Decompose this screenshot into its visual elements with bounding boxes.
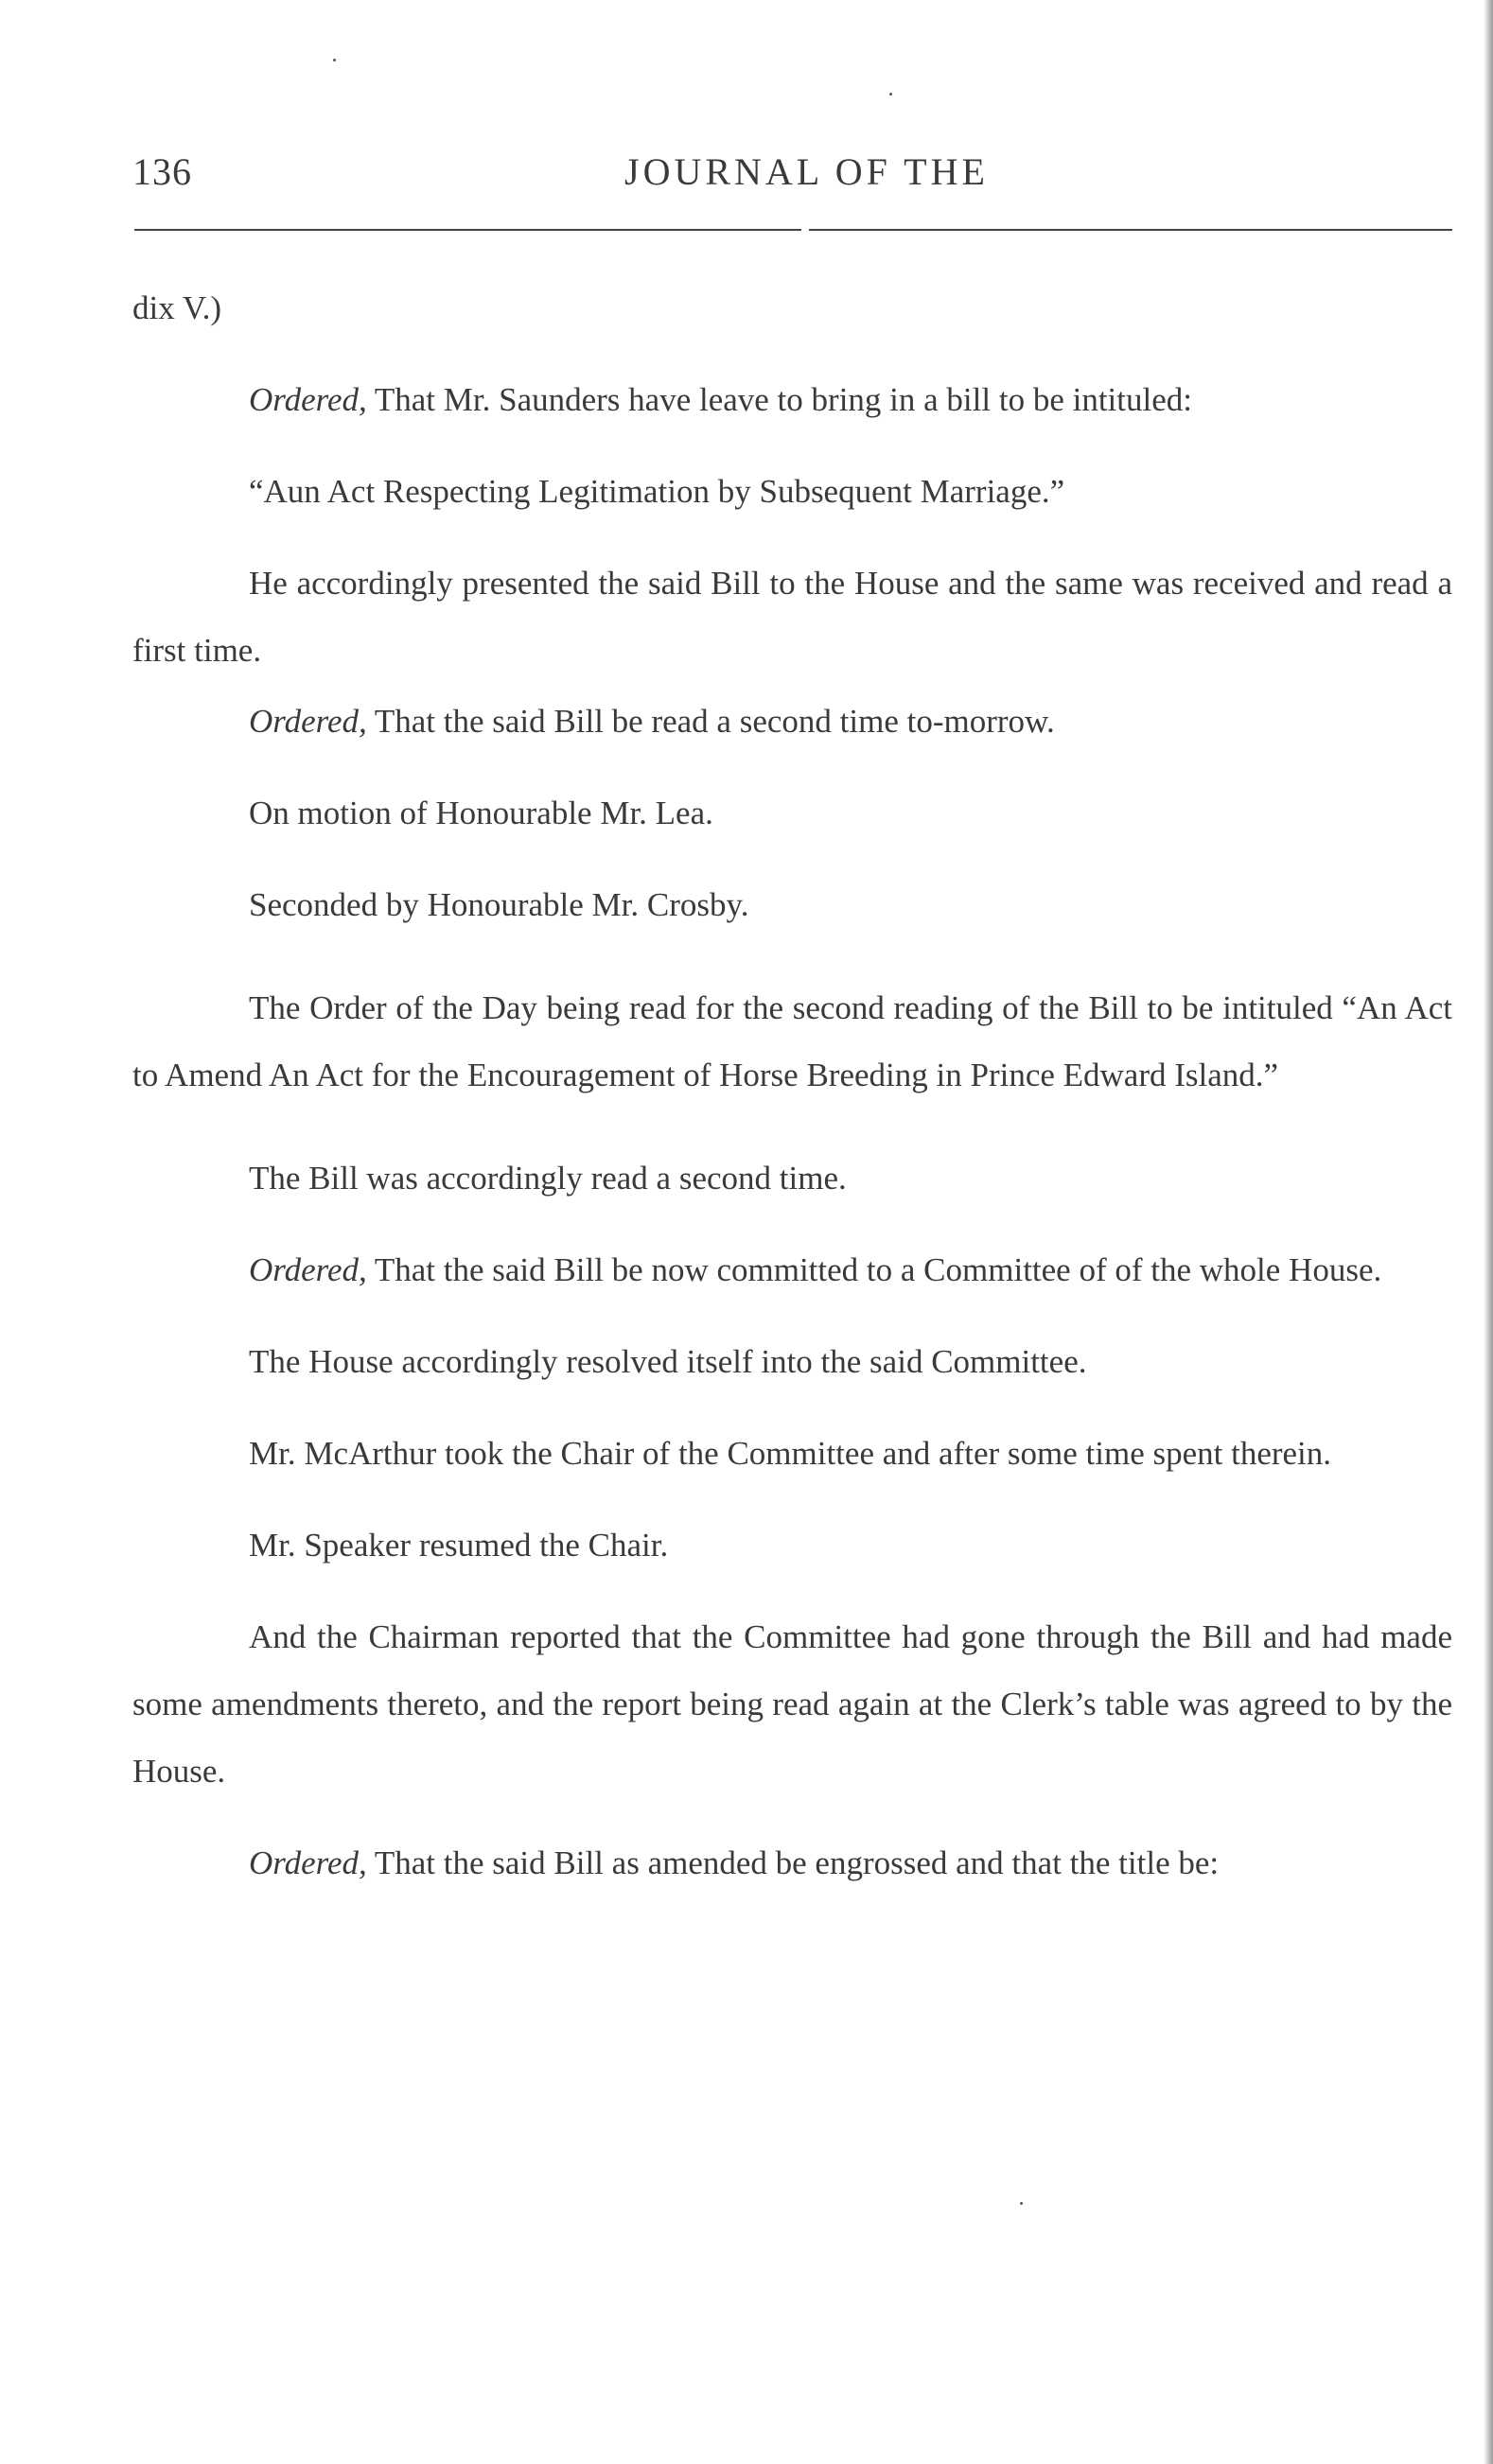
paragraph-text: “Aun Act Respecting Legitimation by Subsequent Marriage.” — [249, 473, 1065, 510]
paragraph — [132, 974, 1452, 1109]
paragraph-text: Mr. Speaker resumed the Chair. — [249, 1527, 669, 1564]
paragraph — [132, 1420, 1452, 1487]
paragraph — [132, 274, 1452, 341]
paragraph-text: That the said Bill be read a second time to-morrow. — [366, 703, 1055, 740]
journal-body — [132, 274, 1452, 1896]
paragraph — [132, 1603, 1452, 1805]
running-head: JOURNAL OF THE — [624, 150, 989, 193]
paragraph-text: That Mr. Saunders have leave to bring in a bill to be intituled: — [366, 381, 1192, 418]
paragraph — [132, 1328, 1452, 1395]
paragraph — [132, 688, 1452, 755]
header-rule — [809, 229, 1452, 231]
paragraph-text: And the Chairman reported that the Committee had gone through the Bill and had made some amendments thereto, and the report being read again at the Clerk’s table was agreed to by the House. — [132, 1618, 1452, 1790]
print-speck — [1020, 2202, 1023, 2205]
paragraph — [132, 1236, 1452, 1303]
paragraph-text: On motion of Honourable Mr. Lea. — [249, 795, 713, 831]
ordered-label: Ordered, — [249, 1844, 367, 1881]
page-edge-shadow — [1484, 0, 1493, 2464]
paragraph — [132, 1829, 1452, 1896]
paragraph-text: The Bill was accordingly read a second time. — [249, 1160, 847, 1197]
paragraph-text: Mr. McArthur took the Chair of the Committee and after some time spent therein. — [249, 1435, 1332, 1472]
paragraph — [132, 1512, 1452, 1579]
ordered-label: Ordered, — [249, 703, 367, 740]
paragraph — [132, 779, 1452, 847]
paragraph — [132, 1145, 1452, 1212]
ordered-label: Ordered, — [249, 381, 367, 418]
paragraph — [132, 871, 1452, 938]
print-speck — [333, 59, 336, 61]
paragraph-text: That the said Bill be now committed to a Committee of of the whole House. — [366, 1251, 1382, 1288]
paragraph — [132, 458, 1452, 525]
paragraph-text: He accordingly presented the said Bill to the House and the same was received and read a first time. — [132, 565, 1452, 669]
paragraph-text: That the said Bill as amended be engrossed and that the title be: — [366, 1844, 1220, 1881]
paragraph-text: The Order of the Day being read for the second reading of the Bill to be intituled “An Act to Amend An Act for the Encouragement of Horse Breeding in Prince Edward Island.” — [132, 989, 1452, 1093]
print-speck — [889, 93, 892, 96]
ordered-label: Ordered, — [249, 1251, 367, 1288]
page-number: 136 — [132, 150, 192, 193]
paragraph-text: dix V.) — [132, 289, 222, 326]
header-rule — [134, 229, 801, 231]
paragraph-text: The House accordingly resolved itself into the said Committee. — [249, 1343, 1087, 1380]
paragraph-text: Seconded by Honourable Mr. Crosby. — [249, 886, 749, 923]
page-header — [132, 149, 1452, 206]
paragraph — [132, 366, 1452, 433]
paragraph — [132, 550, 1452, 684]
